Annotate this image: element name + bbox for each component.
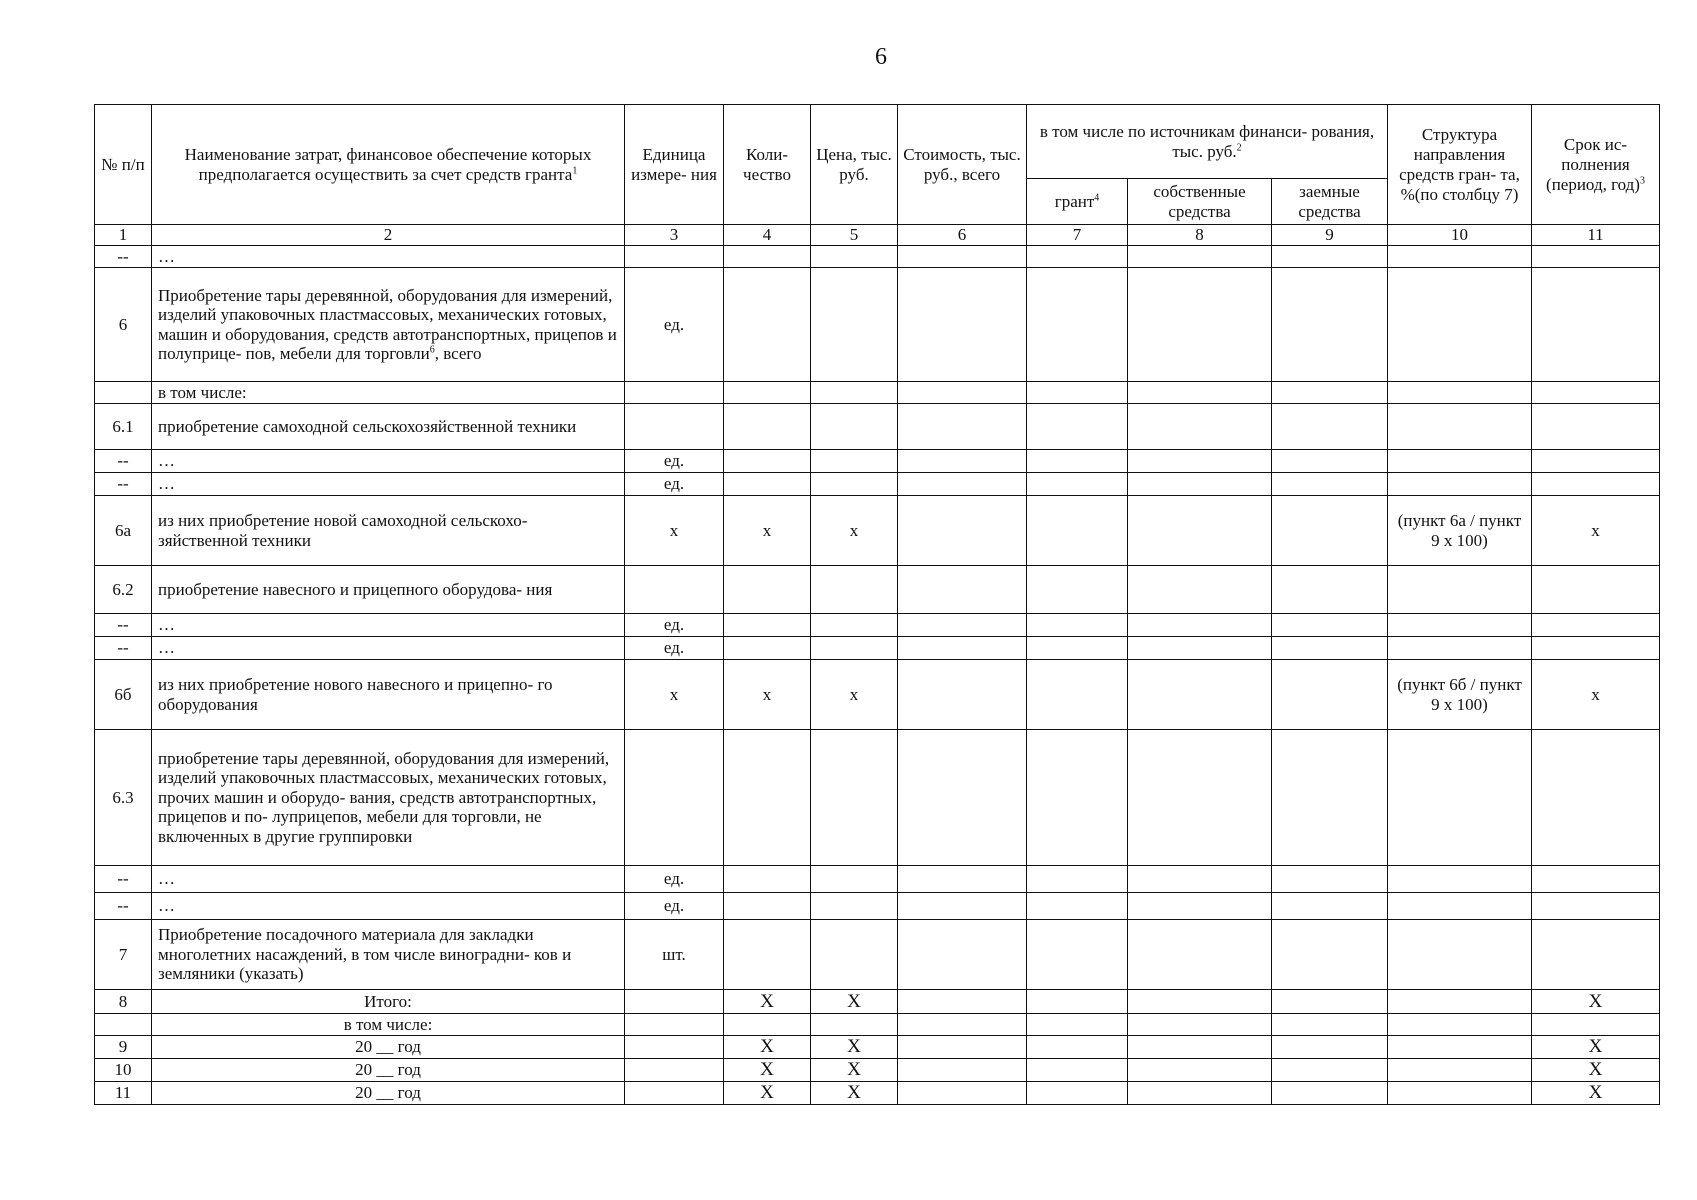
row-num: 7 bbox=[95, 920, 152, 990]
row-price bbox=[811, 404, 898, 450]
row-loan bbox=[1272, 496, 1388, 566]
row-loan bbox=[1272, 450, 1388, 473]
row-name: … bbox=[152, 614, 625, 637]
row-name bbox=[152, 268, 625, 382]
row-grant bbox=[1027, 866, 1128, 893]
row-grant bbox=[1027, 1014, 1128, 1036]
row-grant bbox=[1027, 1036, 1128, 1059]
row-price bbox=[811, 382, 898, 404]
row-qty bbox=[724, 920, 811, 990]
row-own bbox=[1128, 382, 1272, 404]
row-price bbox=[811, 566, 898, 614]
row-own bbox=[1128, 920, 1272, 990]
row-loan bbox=[1272, 990, 1388, 1014]
row-name-text: Приобретение тары деревянной, оборудования для измерений, изделий упаковочных пластмассовых, механических готовых, машин и оборудования, средств автотранспортных, прицепов и полуприце- пов, мебели для торговли bbox=[158, 285, 617, 363]
table-body bbox=[95, 246, 1660, 1105]
header-term-text: Срок ис- полнения (период, год) bbox=[1546, 134, 1640, 194]
row-price bbox=[811, 246, 898, 268]
row-unit bbox=[625, 1014, 724, 1036]
column-number: 2 bbox=[152, 225, 625, 246]
row-loan bbox=[1272, 473, 1388, 496]
row-grant bbox=[1027, 920, 1128, 990]
row-qty bbox=[724, 382, 811, 404]
row-structure bbox=[1388, 1082, 1532, 1105]
column-number: 7 bbox=[1027, 225, 1128, 246]
row-structure bbox=[1388, 866, 1532, 893]
header-price: Цена, тыс. руб. bbox=[811, 105, 898, 225]
header-sources-text: в том числе по источникам финанси- рования, тыс. руб. bbox=[1039, 121, 1375, 161]
row-term: Х bbox=[1532, 1059, 1660, 1082]
table-row bbox=[95, 866, 1660, 893]
row-unit: ед. bbox=[625, 866, 724, 893]
table-row bbox=[95, 920, 1660, 990]
row-price bbox=[811, 730, 898, 866]
row-structure: (пункт 6б / пункт 9 х 100) bbox=[1388, 660, 1532, 730]
row-structure bbox=[1388, 614, 1532, 637]
row-name: Итого: bbox=[152, 990, 625, 1014]
row-loan bbox=[1272, 637, 1388, 660]
row-price bbox=[811, 473, 898, 496]
row-structure bbox=[1388, 382, 1532, 404]
table-row bbox=[95, 382, 1660, 404]
row-cost bbox=[898, 1036, 1027, 1059]
row-unit: шт. bbox=[625, 920, 724, 990]
row-grant bbox=[1027, 1059, 1128, 1082]
row-unit bbox=[625, 730, 724, 866]
row-structure bbox=[1388, 268, 1532, 382]
row-num: 6а bbox=[95, 496, 152, 566]
column-number: 6 bbox=[898, 225, 1027, 246]
row-structure bbox=[1388, 920, 1532, 990]
table-row bbox=[95, 404, 1660, 450]
row-own bbox=[1128, 730, 1272, 866]
row-own bbox=[1128, 450, 1272, 473]
row-unit: ед. bbox=[625, 614, 724, 637]
header-name-footnote: 1 bbox=[572, 164, 578, 176]
row-own bbox=[1128, 990, 1272, 1014]
row-own bbox=[1128, 496, 1272, 566]
row-structure: (пункт 6а / пункт 9 х 100) bbox=[1388, 496, 1532, 566]
row-loan bbox=[1272, 1036, 1388, 1059]
row-num: -- bbox=[95, 614, 152, 637]
row-price: Х bbox=[811, 1082, 898, 1105]
row-cost bbox=[898, 1014, 1027, 1036]
row-cost bbox=[898, 382, 1027, 404]
row-qty: х bbox=[724, 660, 811, 730]
row-num: 11 bbox=[95, 1082, 152, 1105]
row-term bbox=[1532, 404, 1660, 450]
row-loan bbox=[1272, 866, 1388, 893]
table-row bbox=[95, 637, 1660, 660]
row-structure bbox=[1388, 404, 1532, 450]
row-num: 8 bbox=[95, 990, 152, 1014]
row-price bbox=[811, 866, 898, 893]
column-number: 8 bbox=[1128, 225, 1272, 246]
row-name: из них приобретение нового навесного и прицепно- го оборудования bbox=[152, 660, 625, 730]
row-own bbox=[1128, 246, 1272, 268]
row-term bbox=[1532, 730, 1660, 866]
header-sources bbox=[1027, 105, 1388, 179]
column-number: 9 bbox=[1272, 225, 1388, 246]
row-num: 6 bbox=[95, 268, 152, 382]
row-grant bbox=[1027, 637, 1128, 660]
row-grant bbox=[1027, 246, 1128, 268]
row-price: Х bbox=[811, 990, 898, 1014]
row-qty bbox=[724, 893, 811, 920]
row-cost bbox=[898, 450, 1027, 473]
row-cost bbox=[898, 473, 1027, 496]
row-name: в том числе: bbox=[152, 382, 625, 404]
row-qty bbox=[724, 246, 811, 268]
row-qty bbox=[724, 1014, 811, 1036]
row-qty bbox=[724, 614, 811, 637]
row-name: … bbox=[152, 246, 625, 268]
row-grant bbox=[1027, 730, 1128, 866]
row-cost bbox=[898, 730, 1027, 866]
header-grant bbox=[1027, 179, 1128, 225]
page-number: 6 bbox=[875, 44, 887, 70]
row-price bbox=[811, 614, 898, 637]
row-grant bbox=[1027, 566, 1128, 614]
table-row bbox=[95, 990, 1660, 1014]
header-term-footnote: 3 bbox=[1639, 174, 1645, 186]
row-structure bbox=[1388, 1014, 1532, 1036]
header-name bbox=[152, 105, 625, 225]
row-own bbox=[1128, 660, 1272, 730]
row-grant bbox=[1027, 450, 1128, 473]
header-sources-footnote: 2 bbox=[1236, 141, 1242, 153]
row-cost bbox=[898, 1082, 1027, 1105]
table-row bbox=[95, 496, 1660, 566]
table-row bbox=[95, 450, 1660, 473]
table-row bbox=[95, 1082, 1660, 1105]
row-name: 20 __ год bbox=[152, 1036, 625, 1059]
row-grant bbox=[1027, 660, 1128, 730]
row-price bbox=[811, 1014, 898, 1036]
row-qty bbox=[724, 404, 811, 450]
row-structure bbox=[1388, 1059, 1532, 1082]
row-num: -- bbox=[95, 473, 152, 496]
row-num: 10 bbox=[95, 1059, 152, 1082]
row-own bbox=[1128, 866, 1272, 893]
row-num: -- bbox=[95, 450, 152, 473]
row-name: в том числе: bbox=[152, 1014, 625, 1036]
row-qty bbox=[724, 473, 811, 496]
table-header bbox=[95, 105, 1660, 246]
row-structure bbox=[1388, 566, 1532, 614]
row-term: Х bbox=[1532, 990, 1660, 1014]
row-cost bbox=[898, 660, 1027, 730]
row-loan bbox=[1272, 566, 1388, 614]
row-unit bbox=[625, 404, 724, 450]
row-own bbox=[1128, 566, 1272, 614]
row-num: -- bbox=[95, 866, 152, 893]
row-own bbox=[1128, 268, 1272, 382]
row-qty bbox=[724, 268, 811, 382]
row-cost bbox=[898, 496, 1027, 566]
row-price bbox=[811, 920, 898, 990]
row-num: -- bbox=[95, 637, 152, 660]
row-name: приобретение самоходной сельскохозяйственной техники bbox=[152, 404, 625, 450]
row-loan bbox=[1272, 920, 1388, 990]
column-number-row bbox=[95, 225, 1660, 246]
row-term bbox=[1532, 1014, 1660, 1036]
row-cost bbox=[898, 990, 1027, 1014]
row-loan bbox=[1272, 660, 1388, 730]
row-qty bbox=[724, 637, 811, 660]
row-qty: Х bbox=[724, 1082, 811, 1105]
row-loan bbox=[1272, 1082, 1388, 1105]
header-own: собственные средства bbox=[1128, 179, 1272, 225]
row-term: Х bbox=[1532, 1082, 1660, 1105]
table-row bbox=[95, 614, 1660, 637]
row-cost bbox=[898, 637, 1027, 660]
grant-cost-table bbox=[94, 104, 1660, 1105]
header-grant-text: грант bbox=[1054, 191, 1095, 211]
row-term: х bbox=[1532, 496, 1660, 566]
row-name: … bbox=[152, 893, 625, 920]
header-unit: Единица измере- ния bbox=[625, 105, 724, 225]
row-name-footnote: 6 bbox=[429, 344, 435, 356]
row-num: 6.1 bbox=[95, 404, 152, 450]
row-loan bbox=[1272, 268, 1388, 382]
row-price bbox=[811, 450, 898, 473]
row-own bbox=[1128, 637, 1272, 660]
row-term bbox=[1532, 637, 1660, 660]
row-grant bbox=[1027, 268, 1128, 382]
row-qty bbox=[724, 566, 811, 614]
row-cost bbox=[898, 920, 1027, 990]
row-name: приобретение тары деревянной, оборудования для измерений, изделий упаковочных пластмассовых, механических готовых, прочих машин и оборудо- вания, средств автотранспортных, прицепов и по- луприцепов, мебели для торговли, не включенных в другие группировки bbox=[152, 730, 625, 866]
column-number: 3 bbox=[625, 225, 724, 246]
row-grant bbox=[1027, 893, 1128, 920]
row-qty: Х bbox=[724, 990, 811, 1014]
row-grant bbox=[1027, 990, 1128, 1014]
header-term bbox=[1532, 105, 1660, 225]
row-term bbox=[1532, 566, 1660, 614]
row-loan bbox=[1272, 730, 1388, 866]
row-cost bbox=[898, 268, 1027, 382]
row-num bbox=[95, 382, 152, 404]
row-num bbox=[95, 1014, 152, 1036]
table-row bbox=[95, 566, 1660, 614]
row-grant bbox=[1027, 614, 1128, 637]
header-structure: Структура направления средств гран- та, %(по столбцу 7) bbox=[1388, 105, 1532, 225]
header-qty: Коли- чество bbox=[724, 105, 811, 225]
row-price bbox=[811, 893, 898, 920]
table-row bbox=[95, 1036, 1660, 1059]
row-cost bbox=[898, 893, 1027, 920]
table-row bbox=[95, 473, 1660, 496]
row-cost bbox=[898, 1059, 1027, 1082]
row-own bbox=[1128, 1082, 1272, 1105]
row-num: -- bbox=[95, 246, 152, 268]
row-unit bbox=[625, 566, 724, 614]
row-grant bbox=[1027, 404, 1128, 450]
header-cost: Стоимость, тыс. руб., всего bbox=[898, 105, 1027, 225]
row-price bbox=[811, 637, 898, 660]
row-name: приобретение навесного и прицепного оборудова- ния bbox=[152, 566, 625, 614]
row-term bbox=[1532, 382, 1660, 404]
row-price: х bbox=[811, 496, 898, 566]
column-number: 11 bbox=[1532, 225, 1660, 246]
row-term bbox=[1532, 920, 1660, 990]
row-name: из них приобретение новой самоходной сельскохо- зяйственной техники bbox=[152, 496, 625, 566]
row-name: … bbox=[152, 866, 625, 893]
header-name-text: Наименование затрат, финансовое обеспечение которых предполагается осуществить за счет средств гранта bbox=[184, 144, 592, 184]
row-name-tail: , всего bbox=[434, 344, 482, 363]
row-cost bbox=[898, 566, 1027, 614]
row-term bbox=[1532, 246, 1660, 268]
row-unit bbox=[625, 990, 724, 1014]
column-number: 4 bbox=[724, 225, 811, 246]
row-num: 6б bbox=[95, 660, 152, 730]
table-row bbox=[95, 660, 1660, 730]
row-structure bbox=[1388, 893, 1532, 920]
row-cost bbox=[898, 404, 1027, 450]
row-price: х bbox=[811, 660, 898, 730]
table-row bbox=[95, 246, 1660, 268]
row-qty: Х bbox=[724, 1059, 811, 1082]
row-cost bbox=[898, 614, 1027, 637]
header-loan: заемные средства bbox=[1272, 179, 1388, 225]
row-unit bbox=[625, 1059, 724, 1082]
row-term: х bbox=[1532, 660, 1660, 730]
row-grant bbox=[1027, 382, 1128, 404]
row-unit bbox=[625, 382, 724, 404]
row-unit: ед. bbox=[625, 637, 724, 660]
row-own bbox=[1128, 473, 1272, 496]
row-cost bbox=[898, 866, 1027, 893]
row-unit: ед. bbox=[625, 450, 724, 473]
row-term bbox=[1532, 473, 1660, 496]
row-grant bbox=[1027, 1082, 1128, 1105]
row-name: 20 __ год bbox=[152, 1082, 625, 1105]
row-structure bbox=[1388, 450, 1532, 473]
row-term: Х bbox=[1532, 1036, 1660, 1059]
row-unit: ед. bbox=[625, 473, 724, 496]
row-grant bbox=[1027, 496, 1128, 566]
row-own bbox=[1128, 614, 1272, 637]
row-unit: ед. bbox=[625, 268, 724, 382]
row-term bbox=[1532, 866, 1660, 893]
row-name: Приобретение посадочного материала для закладки многолетних насаждений, в том числе виноградни- ков и земляники (указать) bbox=[152, 920, 625, 990]
row-price: Х bbox=[811, 1036, 898, 1059]
row-unit bbox=[625, 246, 724, 268]
row-qty: х bbox=[724, 496, 811, 566]
row-loan bbox=[1272, 404, 1388, 450]
row-loan bbox=[1272, 382, 1388, 404]
row-own bbox=[1128, 1059, 1272, 1082]
row-qty bbox=[724, 866, 811, 893]
row-loan bbox=[1272, 614, 1388, 637]
column-number: 10 bbox=[1388, 225, 1532, 246]
header-num: № п/п bbox=[95, 105, 152, 225]
row-cost bbox=[898, 246, 1027, 268]
row-unit: х bbox=[625, 496, 724, 566]
row-grant bbox=[1027, 473, 1128, 496]
row-structure bbox=[1388, 990, 1532, 1014]
row-price: Х bbox=[811, 1059, 898, 1082]
table-row bbox=[95, 730, 1660, 866]
row-own bbox=[1128, 404, 1272, 450]
row-qty bbox=[724, 730, 811, 866]
row-unit: ед. bbox=[625, 893, 724, 920]
row-own bbox=[1128, 893, 1272, 920]
row-name: … bbox=[152, 450, 625, 473]
row-unit bbox=[625, 1082, 724, 1105]
row-term bbox=[1532, 268, 1660, 382]
row-structure bbox=[1388, 246, 1532, 268]
row-price bbox=[811, 268, 898, 382]
header-grant-footnote: 4 bbox=[1094, 191, 1100, 203]
row-structure bbox=[1388, 1036, 1532, 1059]
row-loan bbox=[1272, 1059, 1388, 1082]
row-name: … bbox=[152, 473, 625, 496]
row-num: 6.3 bbox=[95, 730, 152, 866]
row-qty: Х bbox=[724, 1036, 811, 1059]
column-number: 5 bbox=[811, 225, 898, 246]
row-structure bbox=[1388, 730, 1532, 866]
row-num: 6.2 bbox=[95, 566, 152, 614]
row-own bbox=[1128, 1036, 1272, 1059]
row-term bbox=[1532, 614, 1660, 637]
table-row bbox=[95, 1014, 1660, 1036]
row-loan bbox=[1272, 246, 1388, 268]
row-structure bbox=[1388, 637, 1532, 660]
row-qty bbox=[724, 450, 811, 473]
row-loan bbox=[1272, 893, 1388, 920]
table-row bbox=[95, 268, 1660, 382]
row-own bbox=[1128, 1014, 1272, 1036]
row-num: -- bbox=[95, 893, 152, 920]
row-unit: х bbox=[625, 660, 724, 730]
table-row bbox=[95, 1059, 1660, 1082]
row-term bbox=[1532, 893, 1660, 920]
row-structure bbox=[1388, 473, 1532, 496]
row-term bbox=[1532, 450, 1660, 473]
row-loan bbox=[1272, 1014, 1388, 1036]
row-name: … bbox=[152, 637, 625, 660]
table-row bbox=[95, 893, 1660, 920]
column-number: 1 bbox=[95, 225, 152, 246]
row-unit bbox=[625, 1036, 724, 1059]
row-name: 20 __ год bbox=[152, 1059, 625, 1082]
row-num: 9 bbox=[95, 1036, 152, 1059]
